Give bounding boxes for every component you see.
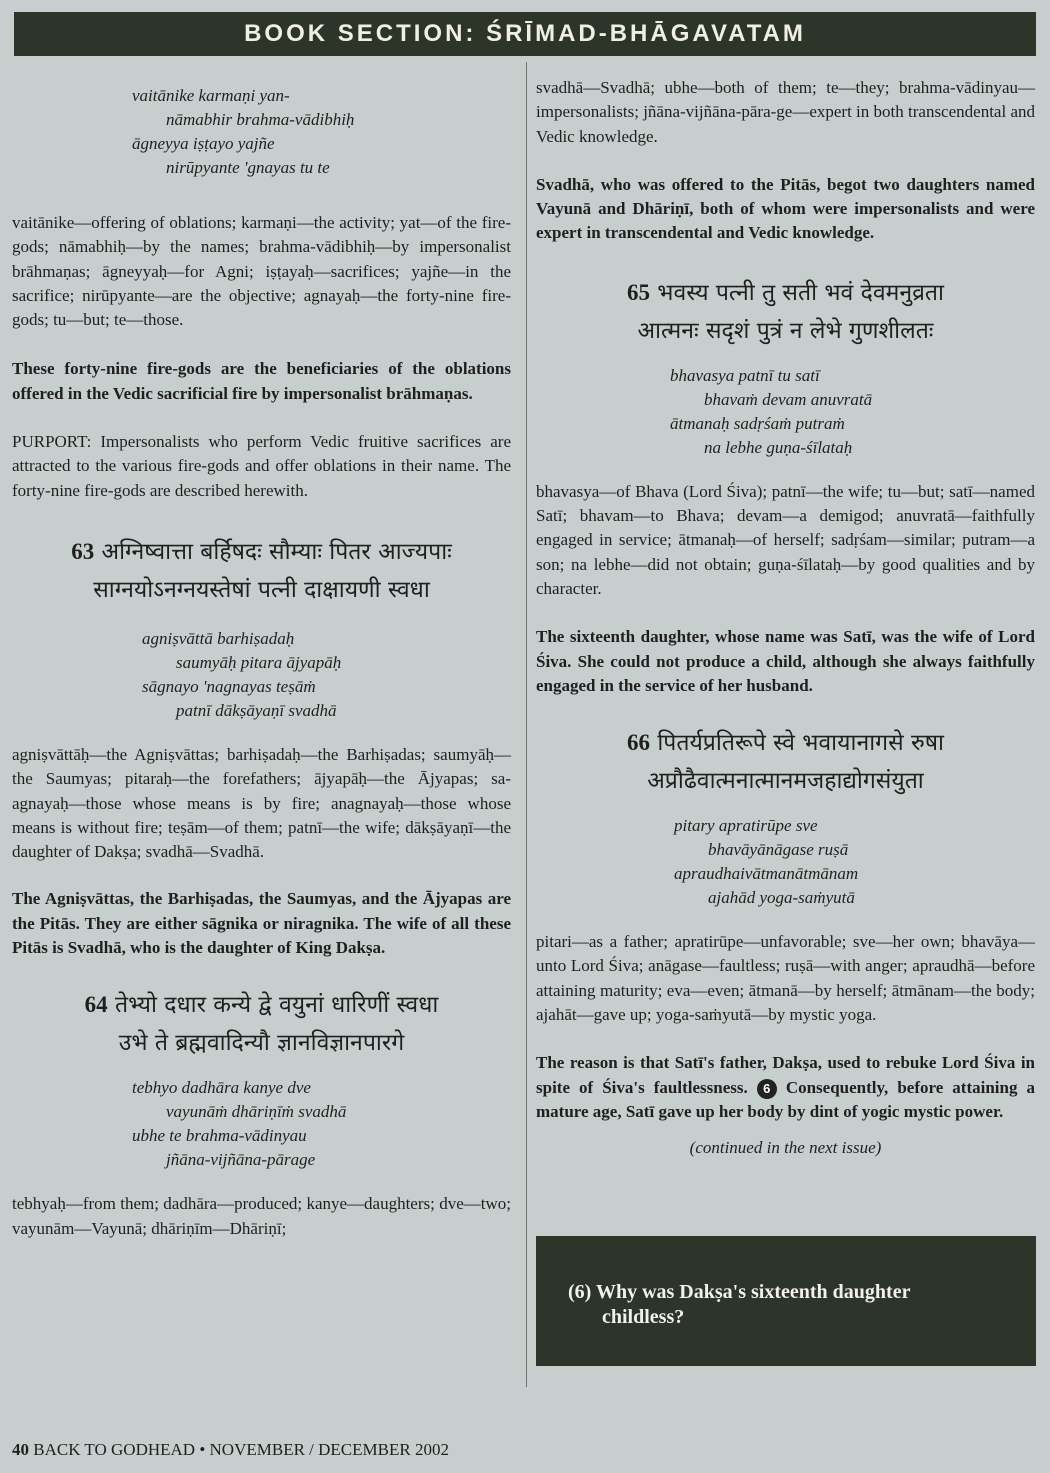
verse-62-transliteration: vaitānike karmaṇi yan- nāmabhir brahma-vādibhiḥ āgneyya iṣṭayo yajñe nirūpyante 'gnayas tu te xyxy=(132,86,355,177)
column-divider xyxy=(526,62,527,1387)
verse-number: 65 xyxy=(626,279,650,305)
left-column xyxy=(12,62,511,1241)
purport-62: PURPORT: Impersonalists who perform Vedic fruitive sacrifices are attracted to the various fire-gods and offer oblations in their name. The forty-nine fire-gods are described herewith. xyxy=(12,432,511,500)
page-footer xyxy=(12,1440,449,1460)
verse-66-transliteration: pitary apratirūpe sve bhavāyānāgase ruṣā apraudhaivātmanātmānam ajahād yoga-saṁyutā xyxy=(674,816,859,908)
verse-64-transliteration: tebhyo dadhāra kanye dve vayunāṁ dhāriṇīṁ svadhā ubhe te brahma-vādinyau jñāna-vijñāna-pārage xyxy=(132,1078,347,1170)
verse-63-devanagari: 63 अग्निष्वात्ता बर्हिषदः सौम्याः पितर आज्यपाः साग्नयोऽनग्नयस्तेषां पत्नी दाक्षायणी स्वधा xyxy=(71,538,452,603)
synonyms-63: agniṣvāttāḥ—the Agniṣvāttas; barhiṣadaḥ—the Barhiṣadas; saumyāḥ—the Saumyas; pitaraḥ—the forefathers; ājyapāḥ—the Ājyapas; sa-agnayaḥ—those whose means is by fire; anagnayaḥ—those whose means is without fire; teṣām—of them; patnī—the wife; dākṣāyaṇī—the daughter of Dakṣa; svadhā—Svadhā. xyxy=(12,744,511,862)
verse-65-transliteration: bhavasya patnī tu satī bhavaṁ devam anuvratā ātmanaḥ sadṛśaṁ putraṁ na lebhe guṇa-śīlataḥ xyxy=(670,365,873,457)
question-marker-badge: 6 xyxy=(757,1079,777,1099)
issue-date: NOVEMBER / DECEMBER 2002 xyxy=(209,1440,449,1459)
synonyms-65: bhavasya—of Bhava (Lord Śiva); patnī—the wife; tu—but; satī—named Satī; bhavam—to Bhava; devam—a demigod; anuvratā—faithfully engaged in service; ātmanaḥ—of herself; sadṛśam—similar; putram—a son; na lebhe—did not obtain; guṇa-śīlataḥ—by good qualities and by character. xyxy=(536,481,1035,598)
verse-number: 64 xyxy=(84,992,108,1018)
continued-note: (continued in the next issue) xyxy=(689,1138,882,1158)
translation-66: The reason is that Satī's father, Dakṣa, used to rebuke Lord Śiva in spite of Śiva's faultlessness. 6 Consequently, before attaining a mature age, Satī gave up her body by dint of yogic mystic power. xyxy=(536,1053,1036,1121)
translation-64: Svadhā, who was offered to the Pitās, begot two daughters named Vayunā and Dhāriṇī, both of whom were impersonalists and were expert in transcendental and Vedic knowledge. xyxy=(536,174,1035,243)
verse-63-transliteration: agniṣvāttā barhiṣadaḥ saumyāḥ pitara ājyapāḥ sāgnayo 'nagnayas teṣāṁ patnī dākṣāyaṇī svadhā xyxy=(142,628,342,720)
footer-bullet: • xyxy=(199,1440,206,1459)
section-header: BOOK SECTION: ŚRĪMAD-BHĀGAVATAM xyxy=(14,12,1036,56)
verse-64-devanagari: 64 तेभ्यो दधार कन्ये द्वे वयुनां धारिणीं स्वधा उभे ते ब्रह्मवादिन्यौ ज्ञानविज्ञानपारगे xyxy=(84,992,439,1057)
magazine-title: BACK TO GODHEAD xyxy=(33,1440,196,1459)
right-column xyxy=(536,62,1035,1158)
page-number: 40 xyxy=(12,1440,29,1459)
question-text: (6) Why was Dakṣa's sixteenth daughter childless? xyxy=(568,1281,911,1328)
synonyms-64: tebhyaḥ—from them; dadhāra—produced; kanye—daughters; dve—two; vayunām—Vayunā; dhāriṇīm—Dhāriṇī; xyxy=(12,1194,511,1238)
verse-66-devanagari: 66 पितर्यप्रतिरूपे स्वे भवायानागसे रुषा अप्रौढैवात्मनात्मानमजहाद्योगसंयुता xyxy=(627,730,944,795)
verse-number: 66 xyxy=(627,730,650,756)
question-box xyxy=(536,1236,1036,1366)
verse-number: 63 xyxy=(71,538,95,564)
translation-62: These forty-nine fire-gods are the beneficiaries of the oblations offered in the Vedic sacrificial fire by impersonalist brāhmaṇas. xyxy=(12,359,511,403)
synonyms-66: pitari—as a father; apratirūpe—unfavorable; sve—her own; bhavāya—unto Lord Śiva; anāgase—faultless; ruṣā—with anger; apraudhā—before attaining maturity; eva—even; ātmanā—by herself; ātmānam—the body; ajahāt—gave up; yoga-saṁyutā—by mystic yoga. xyxy=(536,932,1035,1025)
translation-63: The Agniṣvāttas, the Barhiṣadas, the Saumyas, and the Ājyapas are the Pitās. They are either sāgnika or niragnika. The wife of all these Pitās is Svadhā, who is the daughter of King Dakṣa. xyxy=(12,889,511,958)
translation-65: The sixteenth daughter, whose name was Satī, was the wife of Lord Śiva. She could not produce a child, although she always faithfully engaged in the service of her husband. xyxy=(536,627,1035,695)
synonyms-64-continued: svadhā—Svadhā; ubhe—both of them; te—they; brahma-vādinyau—impersonalists; jñāna-vijñāna-pāra-ge—expert in both transcendental and Vedic knowledge. xyxy=(536,78,1035,146)
verse-65-devanagari: 65 भवस्य पत्नी तु सती भवं देवमनुव्रता आत्मनः सदृशं पुत्रं न लेभे गुणशीलतः xyxy=(626,279,945,344)
synonyms-62: vaitānike—offering of oblations; karmaṇi—the activity; yat—of the fire-gods; nāmabhiḥ—by the names; brahma-vādibhiḥ—by impersonalist brāhmaṇas; āgneyyaḥ—for Agni; iṣṭayaḥ—sacrifices; yajñe—in the sacrifice; nirūpyante—are the objective; agnayaḥ—the forty-nine fire-gods; tu—but; te—those. xyxy=(12,213,511,330)
